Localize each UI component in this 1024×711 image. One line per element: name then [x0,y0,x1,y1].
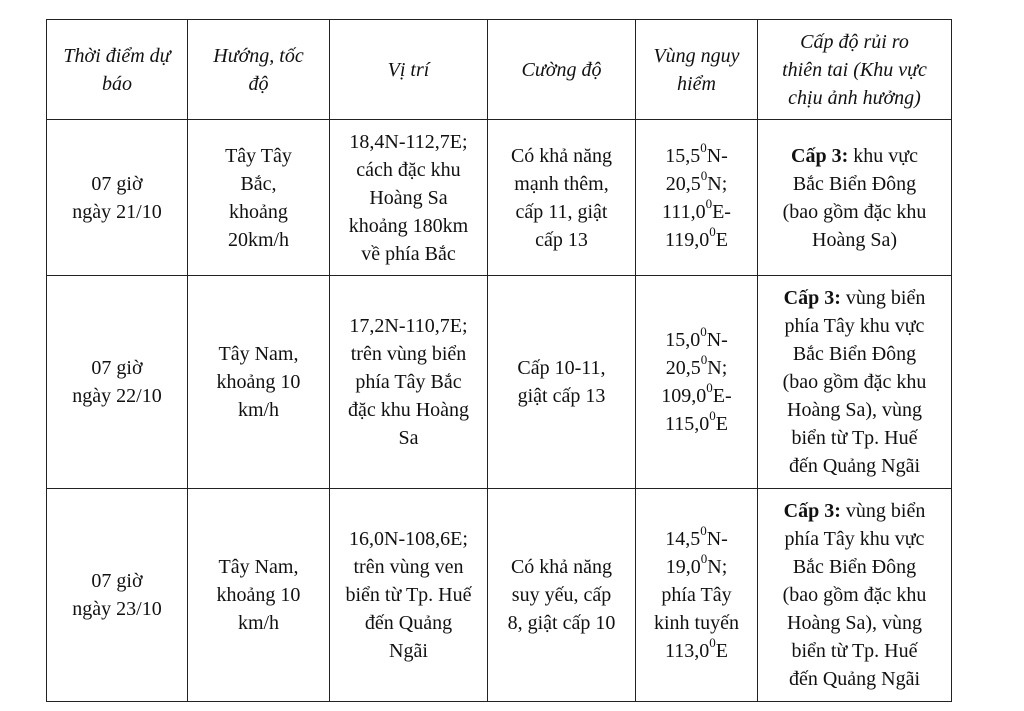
cell-line: Cấp độ rủi ro [800,30,909,53]
cell-line: đến Quảng [364,612,453,634]
coordinate-line [642,382,751,410]
cell-line: phía Tây Bắc [355,371,462,393]
coordinate-text: 109,0 [661,385,707,407]
risk-area-text: Bắc Biển Đông [792,343,917,365]
cell-line: ngày 22/10 [72,385,162,407]
cell-line: Có khả năng [510,144,613,167]
risk-area-text: (bao gồm đặc khu [782,371,927,393]
cell-danger-zone [636,489,758,702]
risk-area-text: phía Tây khu vực [784,315,925,337]
coordinate-text: 111,0 [662,200,706,223]
header-row [47,20,952,120]
risk-level-label: Cấp 3: [783,287,841,309]
risk-area-text: biển từ Tp. Huế [791,427,918,449]
degree-superscript: 0 [700,139,707,155]
degree-superscript: 0 [709,223,716,239]
risk-line [764,424,945,452]
cell-position [330,276,488,489]
risk-line [764,312,945,340]
risk-line [764,665,945,693]
risk-line [764,170,945,198]
cell-line: hiểm [677,72,716,95]
cell-direction [188,489,330,702]
risk-line [764,340,945,368]
risk-line [764,198,945,226]
coordinate-text: E- [712,200,731,223]
header-intensity [488,20,636,120]
risk-level-label: Cấp 3: [791,144,849,167]
cell-line: Có khả năng [510,556,613,578]
coordinate-text: N; [707,556,728,578]
header-position [330,20,488,120]
cell-line: 07 giờ [91,357,143,379]
cell-line: km/h [237,612,280,634]
risk-area-text: Hoàng Sa), vùng [787,399,922,421]
cell-line: Vùng nguy [653,44,740,67]
risk-line [764,452,945,480]
risk-area-text: (bao gồm đặc khu [782,584,927,606]
cell-intensity [488,489,636,702]
coordinate-line [642,139,751,170]
risk-area-text: vùng biển [845,287,926,309]
cell-danger-zone [636,276,758,489]
cell-line: Cường độ [521,58,602,81]
risk-area-text: vùng biển [845,500,926,522]
risk-line [764,581,945,609]
cell-line: giật cấp 13 [517,385,606,407]
degree-superscript: 0 [700,523,707,539]
cell-line: khoảng 180km [348,214,469,237]
risk-area-text: đến Quảng Ngãi [788,668,921,690]
coordinate-text: E [715,640,728,662]
risk-area-text: phía Tây khu vực [784,528,925,550]
degree-superscript: 0 [700,324,707,340]
cell-line: độ [248,72,269,95]
coordinate-text: E [715,413,728,435]
cell-line: 20km/h [227,228,290,251]
risk-area-text: Bắc Biển Đông [792,172,917,195]
risk-area-text: (bao gồm đặc khu [782,200,927,223]
coordinate-text: N; [707,172,728,195]
degree-superscript: 0 [706,380,713,396]
coordinate-text: 115,0 [665,413,710,435]
coordinate-text: E- [712,385,732,407]
cell-position [330,120,488,276]
cell-line: cấp 13 [535,228,588,251]
cell-line: 8, giật cấp 10 [507,612,616,634]
table-row [47,120,952,276]
cell-line: cấp 11, giật [515,200,608,223]
header-direction [188,20,330,120]
cell-line: mạnh thêm, [514,172,609,195]
risk-area-text: đến Quảng Ngãi [788,455,921,477]
cell-time [47,276,188,489]
cell-intensity [488,276,636,489]
table-row [47,489,952,702]
cell-line: đặc khu Hoàng [347,399,470,421]
cell-risk [758,120,952,276]
cell-risk [758,276,952,489]
degree-superscript: 0 [700,551,708,567]
degree-superscript: 0 [700,167,708,183]
cell-risk [758,489,952,702]
cell-line: thiên tai (Khu vực [782,58,927,81]
cell-line: suy yếu, cấp [511,584,612,606]
risk-line [764,553,945,581]
degree-superscript: 0 [705,195,713,211]
risk-line [764,396,945,424]
cell-line: 07 giờ [91,570,143,592]
cell-line: Hoàng Sa [369,186,448,209]
coordinate-text: 14,5 [665,528,701,550]
cell-line: Vị trí [387,58,430,81]
cell-direction [188,276,330,489]
coordinate-text: N; [707,357,728,379]
coordinate-line [642,410,751,438]
risk-line [764,637,945,665]
coordinate-text: 15,5 [665,144,701,167]
cell-danger-zone [636,120,758,276]
cell-line: trên vùng biển [350,343,467,365]
coordinate-line [642,195,751,226]
coordinate-line [642,637,751,665]
cell-line: 17,2N-110,7E; [349,315,468,337]
cell-time [47,120,188,276]
coordinate-text: N- [706,329,728,351]
cell-line: cách đặc khu [356,158,461,181]
cell-line: 07 giờ [91,172,143,195]
risk-line [764,497,945,525]
risk-level-label: Cấp 3: [783,500,841,522]
risk-line [764,609,945,637]
coordinate-text: N- [706,528,728,550]
cell-line: biển từ Tp. Huế [345,584,472,606]
cell-line: Hướng, tốc [213,44,304,67]
cell-intensity [488,120,636,276]
cell-line: báo [102,72,132,95]
forecast-table [46,19,952,702]
coordinate-text: kinh tuyến [654,612,739,634]
cell-line: km/h [237,399,280,421]
cell-line: khoảng [229,200,288,223]
header-time [47,20,188,120]
cell-line: chịu ảnh hưởng) [788,86,921,109]
coordinate-text: phía Tây [661,584,732,606]
cell-direction [188,120,330,276]
table-row [47,276,952,489]
coordinate-line [642,167,751,198]
risk-area-text: Bắc Biển Đông [792,556,917,578]
degree-superscript: 0 [709,408,716,424]
coordinate-text: 20,5 [665,357,701,379]
coordinate-text: 19,0 [665,556,701,578]
cell-line: về phía Bắc [361,242,456,265]
coordinate-text: E [715,228,728,251]
coordinate-text: 15,0 [665,329,701,351]
cell-line: Bắc, [240,172,277,195]
coordinate-text: 113,0 [665,640,710,662]
cell-line: Tây Tây [225,144,292,167]
coordinate-line [642,354,751,382]
degree-superscript: 0 [709,635,716,651]
cell-line: 18,4N-112,7E; [349,130,468,153]
coordinate-line [642,223,751,254]
coordinate-line [642,581,751,609]
cell-line: 16,0N-108,6E; [349,528,468,550]
degree-superscript: 0 [700,352,708,368]
risk-area-text: Hoàng Sa), vùng [787,612,922,634]
cell-line: Ngãi [389,640,428,662]
coordinate-line [642,326,751,354]
cell-line: Sa [398,427,419,449]
risk-line [764,284,945,312]
cell-line: ngày 21/10 [72,200,162,223]
risk-area-text: biển từ Tp. Huế [791,640,918,662]
cell-line: Thời điểm dự [63,44,171,67]
risk-line [764,525,945,553]
cell-line: Tây Nam, [218,343,299,365]
coordinate-line [642,525,751,553]
cell-line: Tây Nam, [218,556,299,578]
cell-line: Cấp 10-11, [517,357,606,379]
cell-line: khoảng 10 [216,584,301,606]
risk-area-text: khu vực [853,144,918,167]
coordinate-text: 20,5 [665,172,701,195]
risk-line [764,226,945,254]
risk-line [764,368,945,396]
risk-area-text: Hoàng Sa) [812,228,897,251]
coordinate-text: N- [706,144,728,167]
coordinate-line [642,553,751,581]
header-danger-zone [636,20,758,120]
cell-time [47,489,188,702]
cell-line: ngày 23/10 [72,598,162,620]
coordinate-line [642,609,751,637]
cell-line: khoảng 10 [216,371,301,393]
risk-line [764,142,945,170]
cell-line: trên vùng ven [353,556,464,578]
header-risk-level [758,20,952,120]
coordinate-text: 119,0 [665,228,710,251]
cell-position [330,489,488,702]
